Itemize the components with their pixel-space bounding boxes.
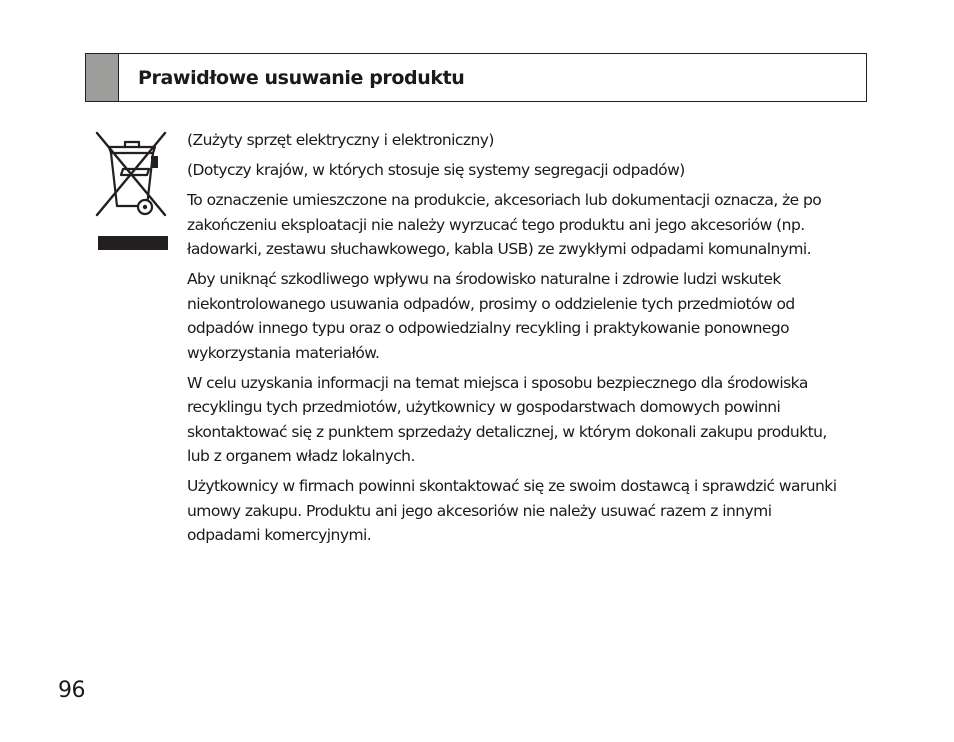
paragraph-marking-meaning: To oznaczenie umieszczone na produkcie, akcesoriach lub dokumentacji oznacza, że po zakończeniu eksploatacji nie należy wyrzucać tego produktu ani jego akcesoriów (np. ładowarki, zestawu słuchawkowego, kabla USB) ze zwykłymi odpadami komunalnymi. (187, 191, 822, 258)
subtitle-weee: (Zużyty sprzęt elektryczny i elektroniczny) (187, 131, 494, 149)
paragraph-household-users: W celu uzyskania informacji na temat miejsca i sposobu bezpiecznego dla środowiska recyklingu tych przedmiotów, użytkownicy w gospodarstwach domowych powinni skontaktować się z punktem sprzedaży detalicznej, w którym dokonali zakupu produktu, lub z organem władz lokalnych. (187, 373, 827, 465)
subtitle-applicability: (Dotyczy krajów, w których stosuje się systemy segregacji odpadów) (187, 161, 685, 179)
crossed-out-wheelie-bin-icon (95, 131, 169, 253)
section-header (85, 53, 867, 102)
paragraph-business-users: Użytkownicy w firmach powinni skontaktować się ze swoim dostawcą i sprawdzić warunki umowy zakupu. Produktu ani jego akcesoriów nie należy usuwać razem z innymi odpadami komercyjnymi. (187, 477, 837, 544)
disposal-text (187, 128, 842, 553)
paragraph-environment: Aby uniknąć szkodliwego wpływu na środowisko naturalne i zdrowie ludzi wskutek niekontrolowanego usuwania odpadów, prosimy o oddzielenie tych przedmiotów od odpadów innego typu oraz o odpowiedzialny recykling i praktykowanie ponownego wykorzystania materiałów. (187, 270, 795, 362)
section-header-tab (86, 54, 119, 101)
section-title: Prawidłowe usuwanie produktu (138, 66, 465, 89)
page-number: 96 (58, 678, 85, 703)
